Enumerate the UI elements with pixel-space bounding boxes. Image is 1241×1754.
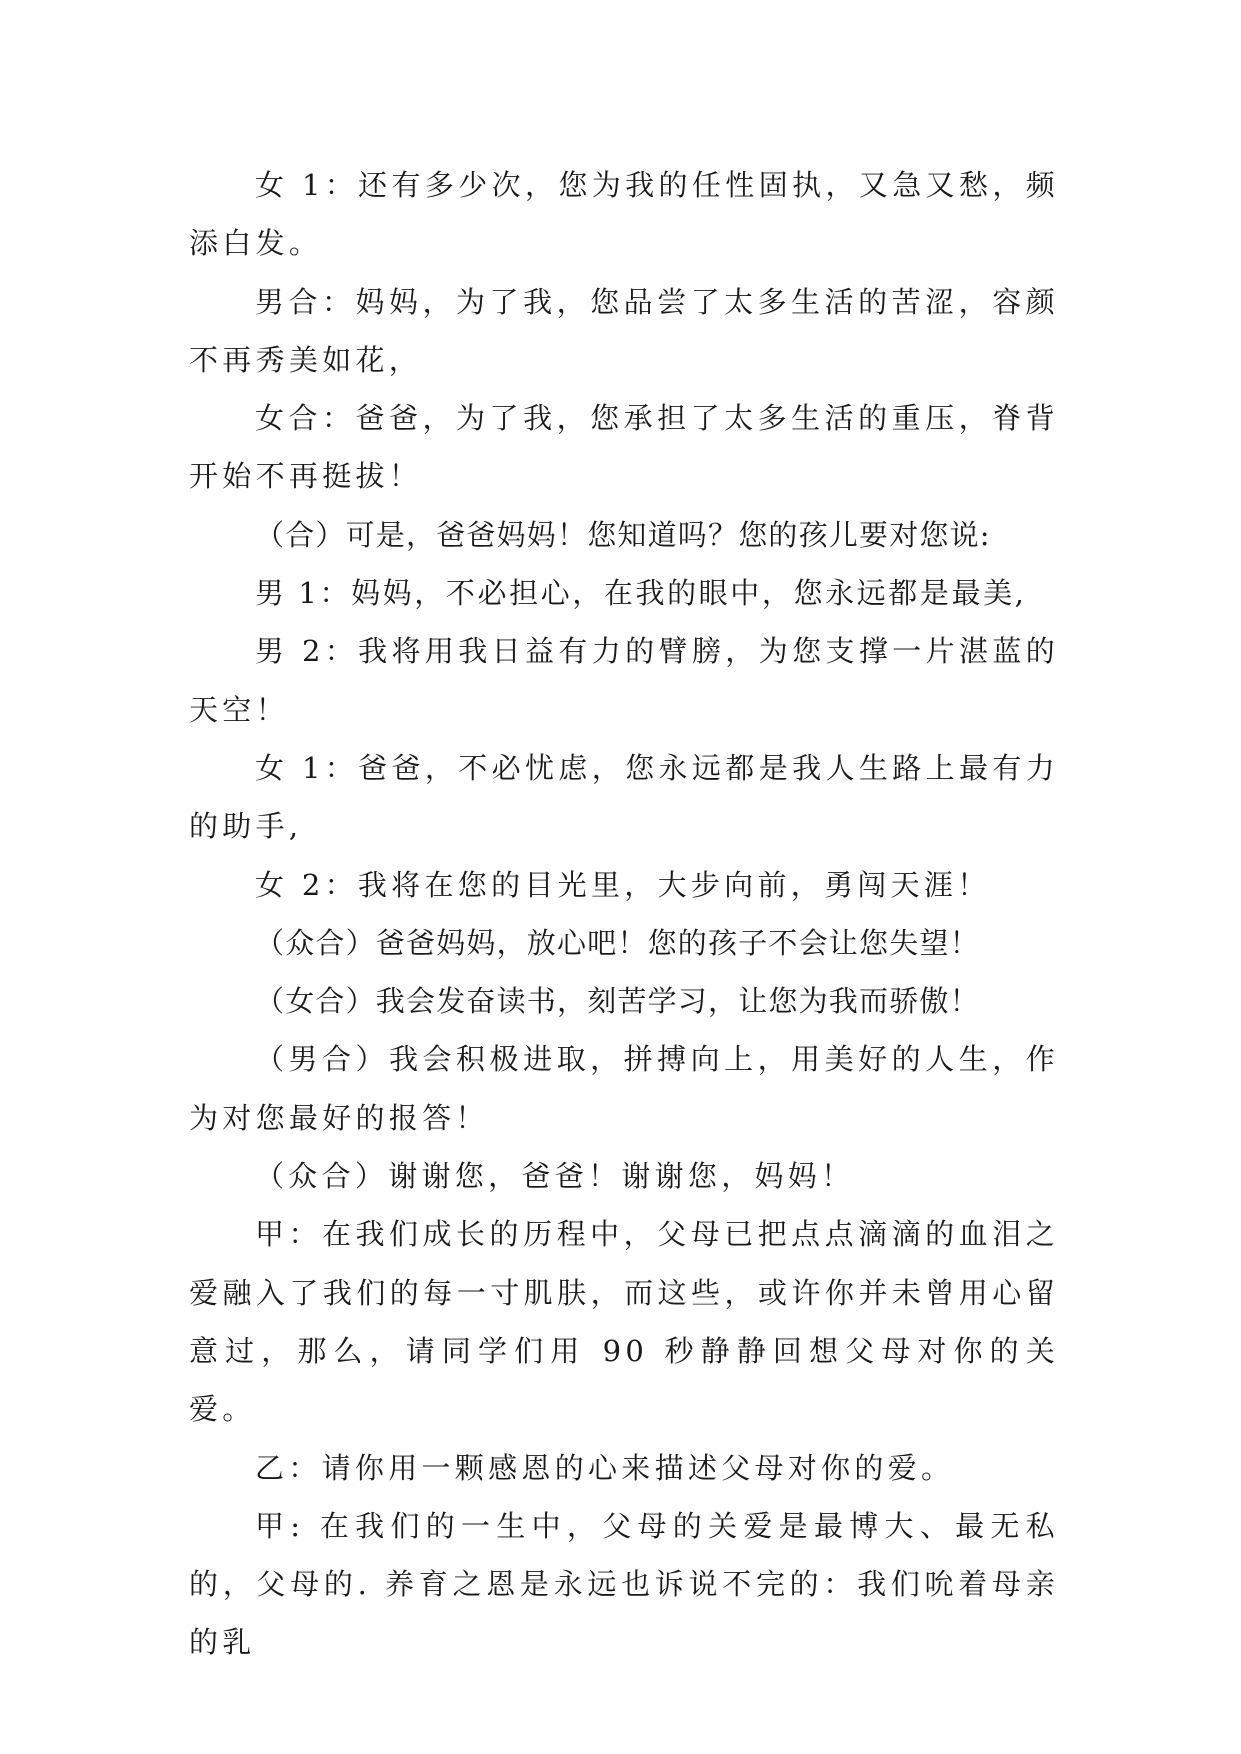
paragraph: （众合）爸爸妈妈，放心吧！您的孩子不会让您失望！	[255, 925, 980, 960]
paragraph: （合）可是，爸爸妈妈！您知道吗？您的孩儿要对您说:	[255, 517, 991, 552]
paragraph: 乙：请你用一颗感恩的心来描述父母对你的爱。	[255, 1450, 955, 1485]
paragraph: 男 2：我将用我日益有力的臂膀，为您支撑一片湛蓝的天空！	[189, 634, 1059, 727]
paragraph: 甲: 在我们的一生中，父母的关爱是最博大、最无私的，父母的. 养育之恩是永远也诉说不完的：我们吮着母亲的乳	[189, 1508, 1059, 1660]
paragraph: 甲：在我们成长的历程中，父母已把点点滴滴的血泪之爱融入了我们的每一寸肌肤，而这些，或许你并未曾用心留意过，那么，请同学们用 90 秒静静回想父母对你的关爱。	[189, 1217, 1059, 1427]
paragraph: 男 1：妈妈，不必担心，在我的眼中，您永远都是最美,	[255, 576, 1027, 611]
paragraph: 女 1：爸爸，不必忧虑，您永远都是我人生路上最有力的助手,	[189, 750, 1059, 844]
paragraph: 女合：爸爸，为了我，您承担了太多生活的重压，脊背开始不再挺拔！	[189, 401, 1059, 494]
document-body	[189, 156, 1059, 1672]
paragraph: 女 1：还有多少次，您为我的任性固执，又急又愁，频添白发。	[189, 168, 1059, 261]
paragraph: （众合）谢谢您，爸爸！谢谢您，妈妈！	[255, 1159, 855, 1194]
paragraph: （男合）我会积极进取，拼搏向上，用美好的人生，作为对您最好的报答！	[189, 1042, 1059, 1135]
paragraph: 女 2：我将在您的目光里，大步向前，勇闯天涯！	[255, 867, 991, 902]
paragraph: （女合）我会发奋读书，刻苦学习，让您为我而骄傲！	[255, 984, 980, 1019]
paragraph: 男合：妈妈，为了我，您品尝了太多生活的苦涩，容颜不再秀美如花，	[189, 284, 1059, 377]
